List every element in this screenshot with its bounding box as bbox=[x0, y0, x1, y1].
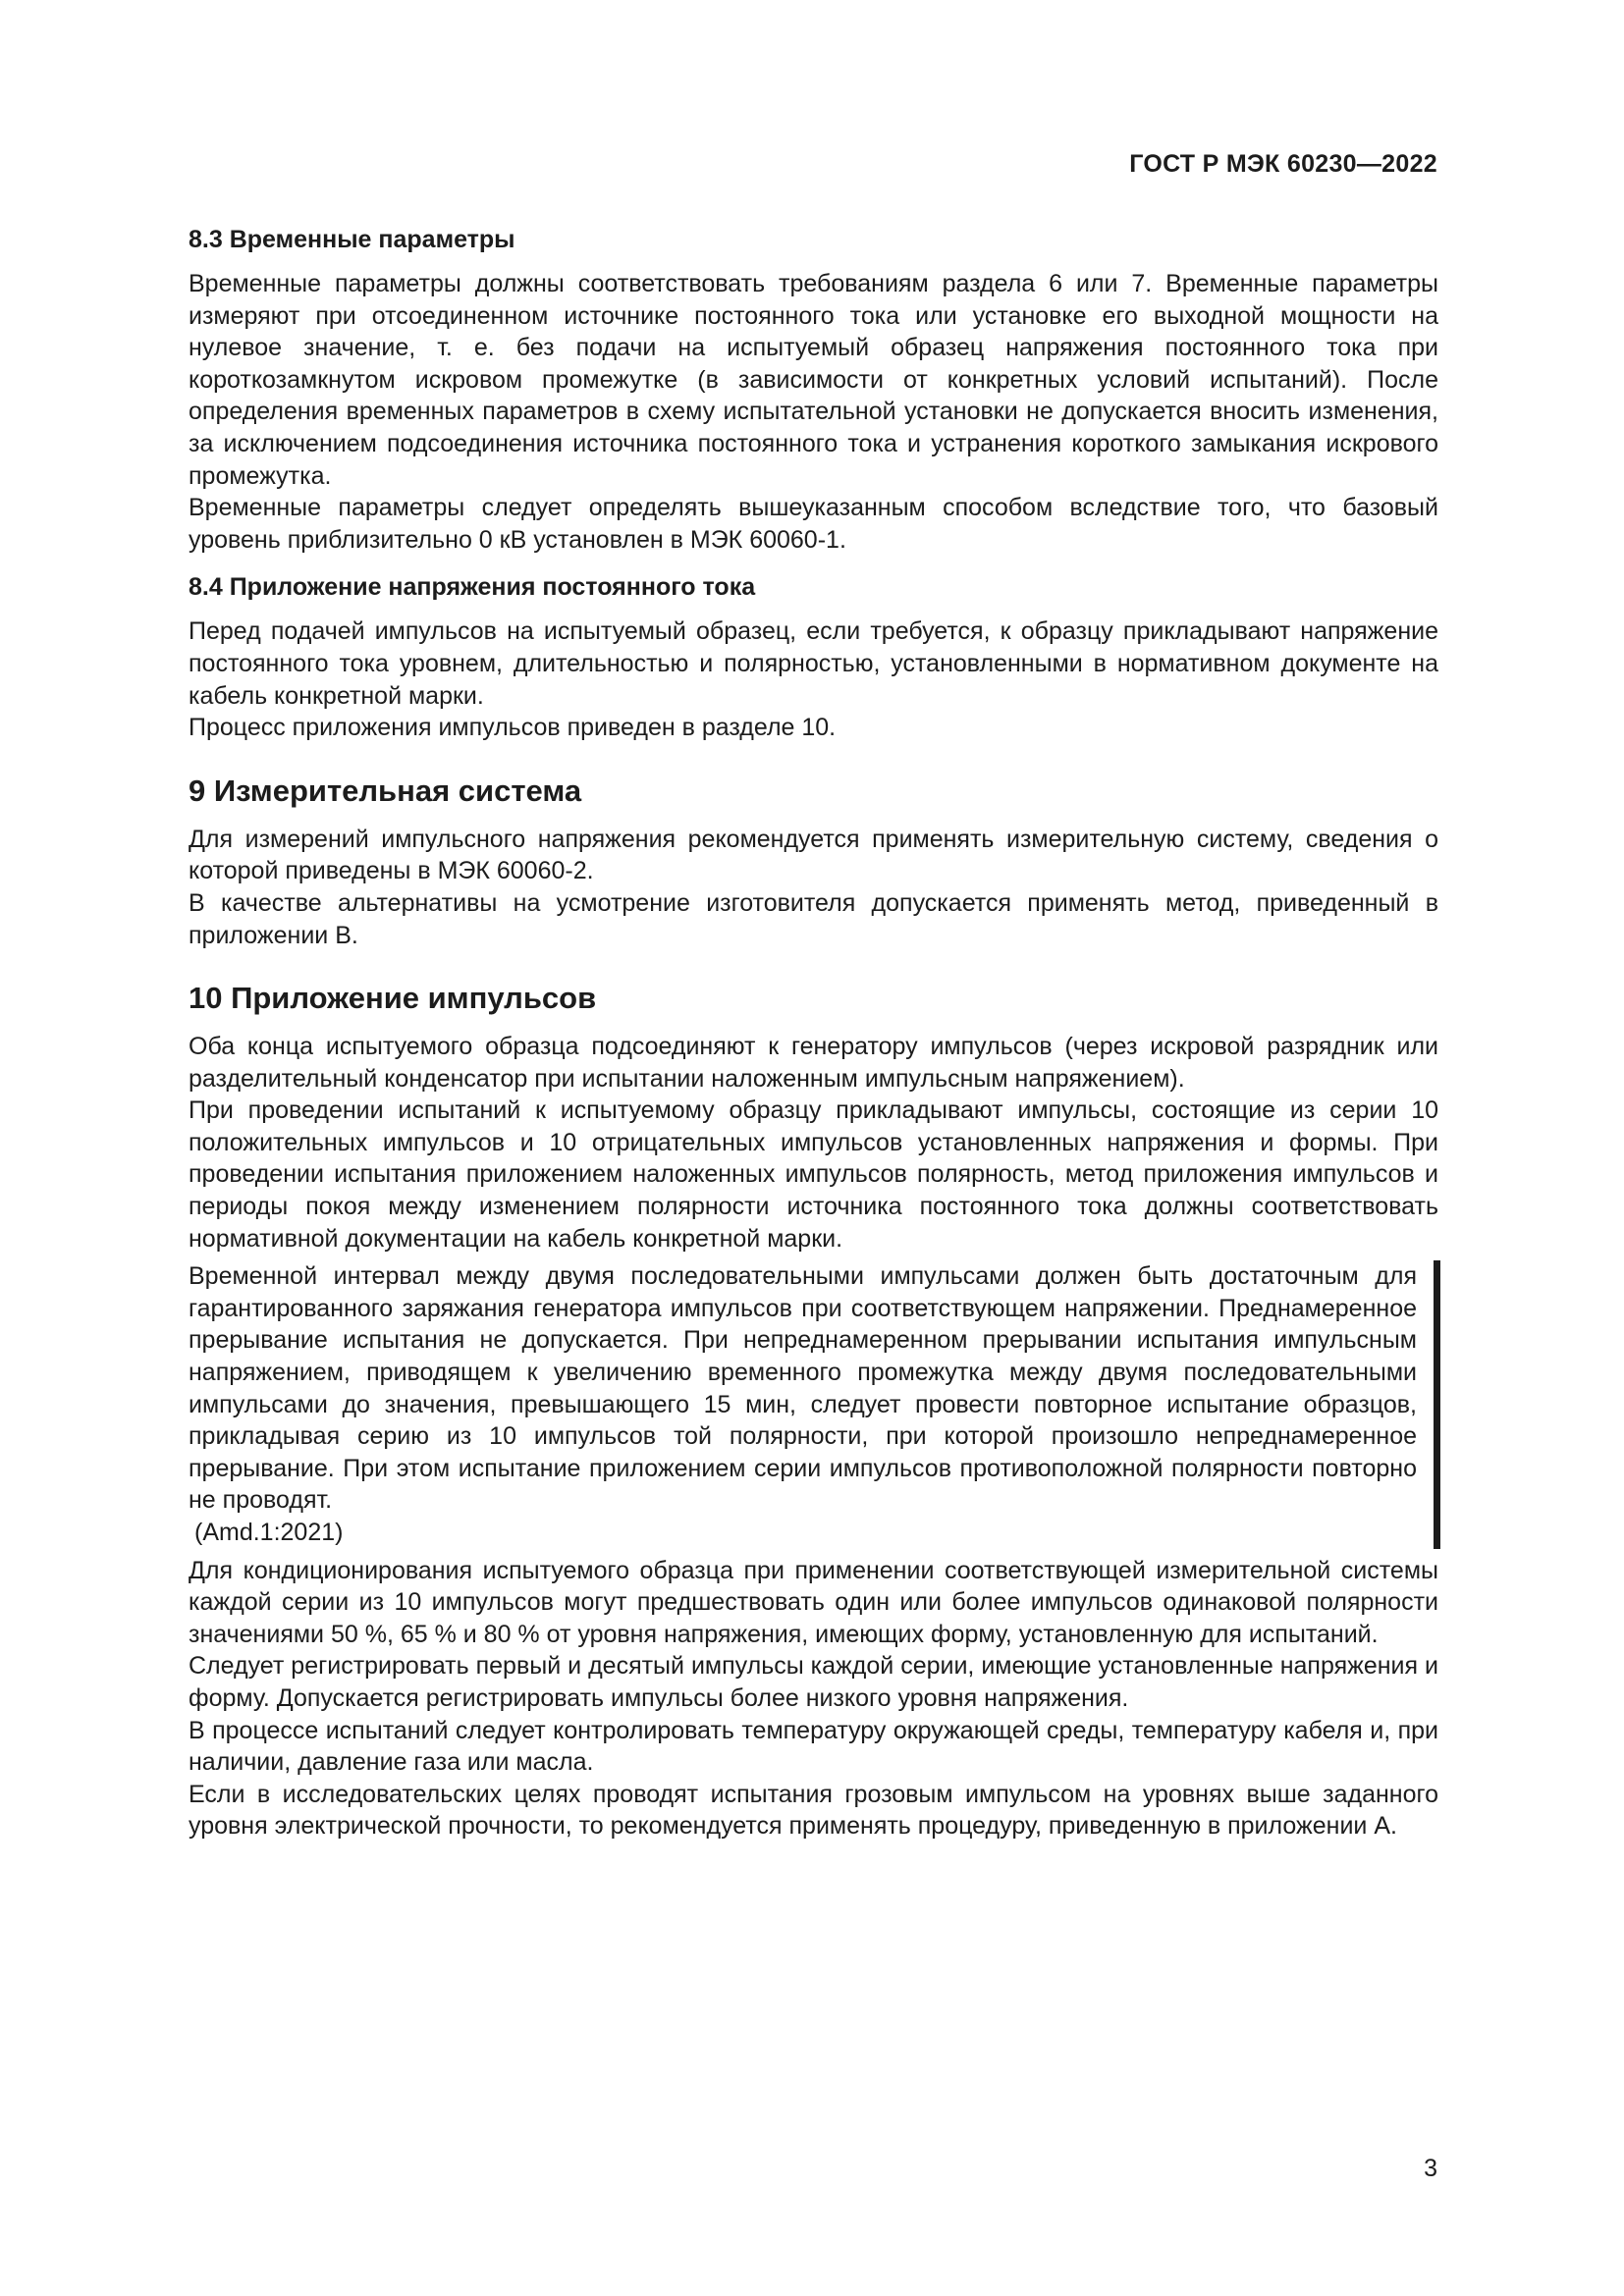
amendment-change-bar bbox=[1434, 1260, 1440, 1548]
section-8-3-paragraph-2: Временные параметры следует определять вышеуказанным способом вследствие того, что базовый уровень приблизительно 0 кВ установлен в МЭК 60060-1. bbox=[189, 494, 1438, 554]
section-10-title: 10 Приложение импульсов bbox=[189, 981, 597, 1016]
section-9-paragraph-1: Для измерений импульсного напряжения рекомендуется применять измерительную систему, сведения о которой приведены в МЭК 60060-2. bbox=[189, 825, 1438, 885]
section-9-title: 9 Измерительная система bbox=[189, 773, 582, 808]
section-8-4-title: 8.4 Приложение напряжения постоянного тока bbox=[189, 573, 756, 602]
page-number: 3 bbox=[1424, 2155, 1437, 2182]
standard-designation: ГОСТ Р МЭК 60230—2022 bbox=[1129, 150, 1437, 178]
section-10-paragraph-3: Для кондиционирования испытуемого образца при применении соответствующей измерительной системы каждой серии из 10 импульсов могут предшествовать один или более импульсов одинаковой полярности значениями 50 %, 65 % и 80 % от уровня напряжения, имеющих форму, установленную для испытаний. bbox=[189, 1556, 1438, 1648]
amendment-tag: (Amd.1:2021) bbox=[194, 1519, 344, 1546]
section-8-4-paragraph-2: Процесс приложения импульсов приведен в разделе 10. bbox=[189, 714, 837, 742]
section-10-paragraph-1: Оба конца испытуемого образца подсоединяют к генератору импульсов (через искровой разрядник или разделительный конденсатор при испытании наложенным импульсным напряжением). bbox=[189, 1033, 1438, 1093]
section-8-3-paragraph-1: Временные параметры должны соответствовать требованиям раздела 6 или 7. Временные параметры измеряют при отсоединенном источнике постоянного тока или установке его выходной мощности на нулевое значение, т. е. без подачи на испытуемый образец напряжения постоянного тока при короткозамкнутом искровом промежутке (в зависимости от конкретных условий испытаний). После определения временных параметров в схему испытательной установки не допускается вносить изменения, за исключением подсоединения источника постоянного тока и устранения короткого замыкания искрового промежутка. bbox=[189, 270, 1438, 490]
section-10-paragraph-2: При проведении испытаний к испытуемому образцу прикладывают импульсы, состоящие из серии 10 положительных импульсов и 10 отрицательных импульсов установленных напряжения и формы. При проведении испытания приложением наложенных импульсов полярность, метод приложения импульсов и периоды покоя между изменением полярности источника постоянного тока должны соответствовать нормативной документации на кабель конкретной марки. bbox=[189, 1096, 1438, 1253]
section-8-4-paragraph-1: Перед подачей импульсов на испытуемый образец, если требуется, к образцу прикладывают напряжение постоянного тока уровнем, длительностью и полярностью, установленными в нормативном документе на кабель конкретной марки. bbox=[189, 617, 1438, 710]
section-9-paragraph-2: В качестве альтернативы на усмотрение изготовителя допускается применять метод, приведенный в приложении В. bbox=[189, 888, 1438, 949]
amendment-text: Временной интервал между двумя последовательными импульсами должен быть достаточным для гарантированного заряжания генератора импульсов при соответствующем напряжении. Преднамеренное прерывание испытания не допускается. При непреднамеренном прерывании испытания импульсным напряжением, приводящем к увеличению временного промежутка между двумя последовательными импульсами до значения, превышающего 15 мин, следует провести повторное испытание образцов, прикладывая серию из 10 импульсов той полярности, при которой произошло непреднамеренное прерывание. При этом испытание приложением серии импульсов противоположной полярности повторно не проводят. bbox=[189, 1262, 1417, 1515]
section-10-paragraph-5: В процессе испытаний следует контролировать температуру окружающей среды, температуру кабеля и, при наличии, давление газа или масла. bbox=[189, 1716, 1438, 1777]
section-10-paragraph-4: Следует регистрировать первый и десятый импульсы каждой серии, имеющие установленные напряжения и форму. Допускается регистрировать импульсы более низкого уровня напряжения. bbox=[189, 1652, 1438, 1712]
section-8-3-title: 8.3 Временные параметры bbox=[189, 226, 515, 253]
amendment-block bbox=[189, 1260, 1438, 1548]
section-10-paragraph-6: Если в исследовательских целях проводят испытания грозовым импульсом на уровнях выше заданного уровня электрической прочности, то рекомендуется применять процедуру, приведенную в приложении А. bbox=[189, 1780, 1438, 1841]
document-body bbox=[189, 224, 1438, 1842]
